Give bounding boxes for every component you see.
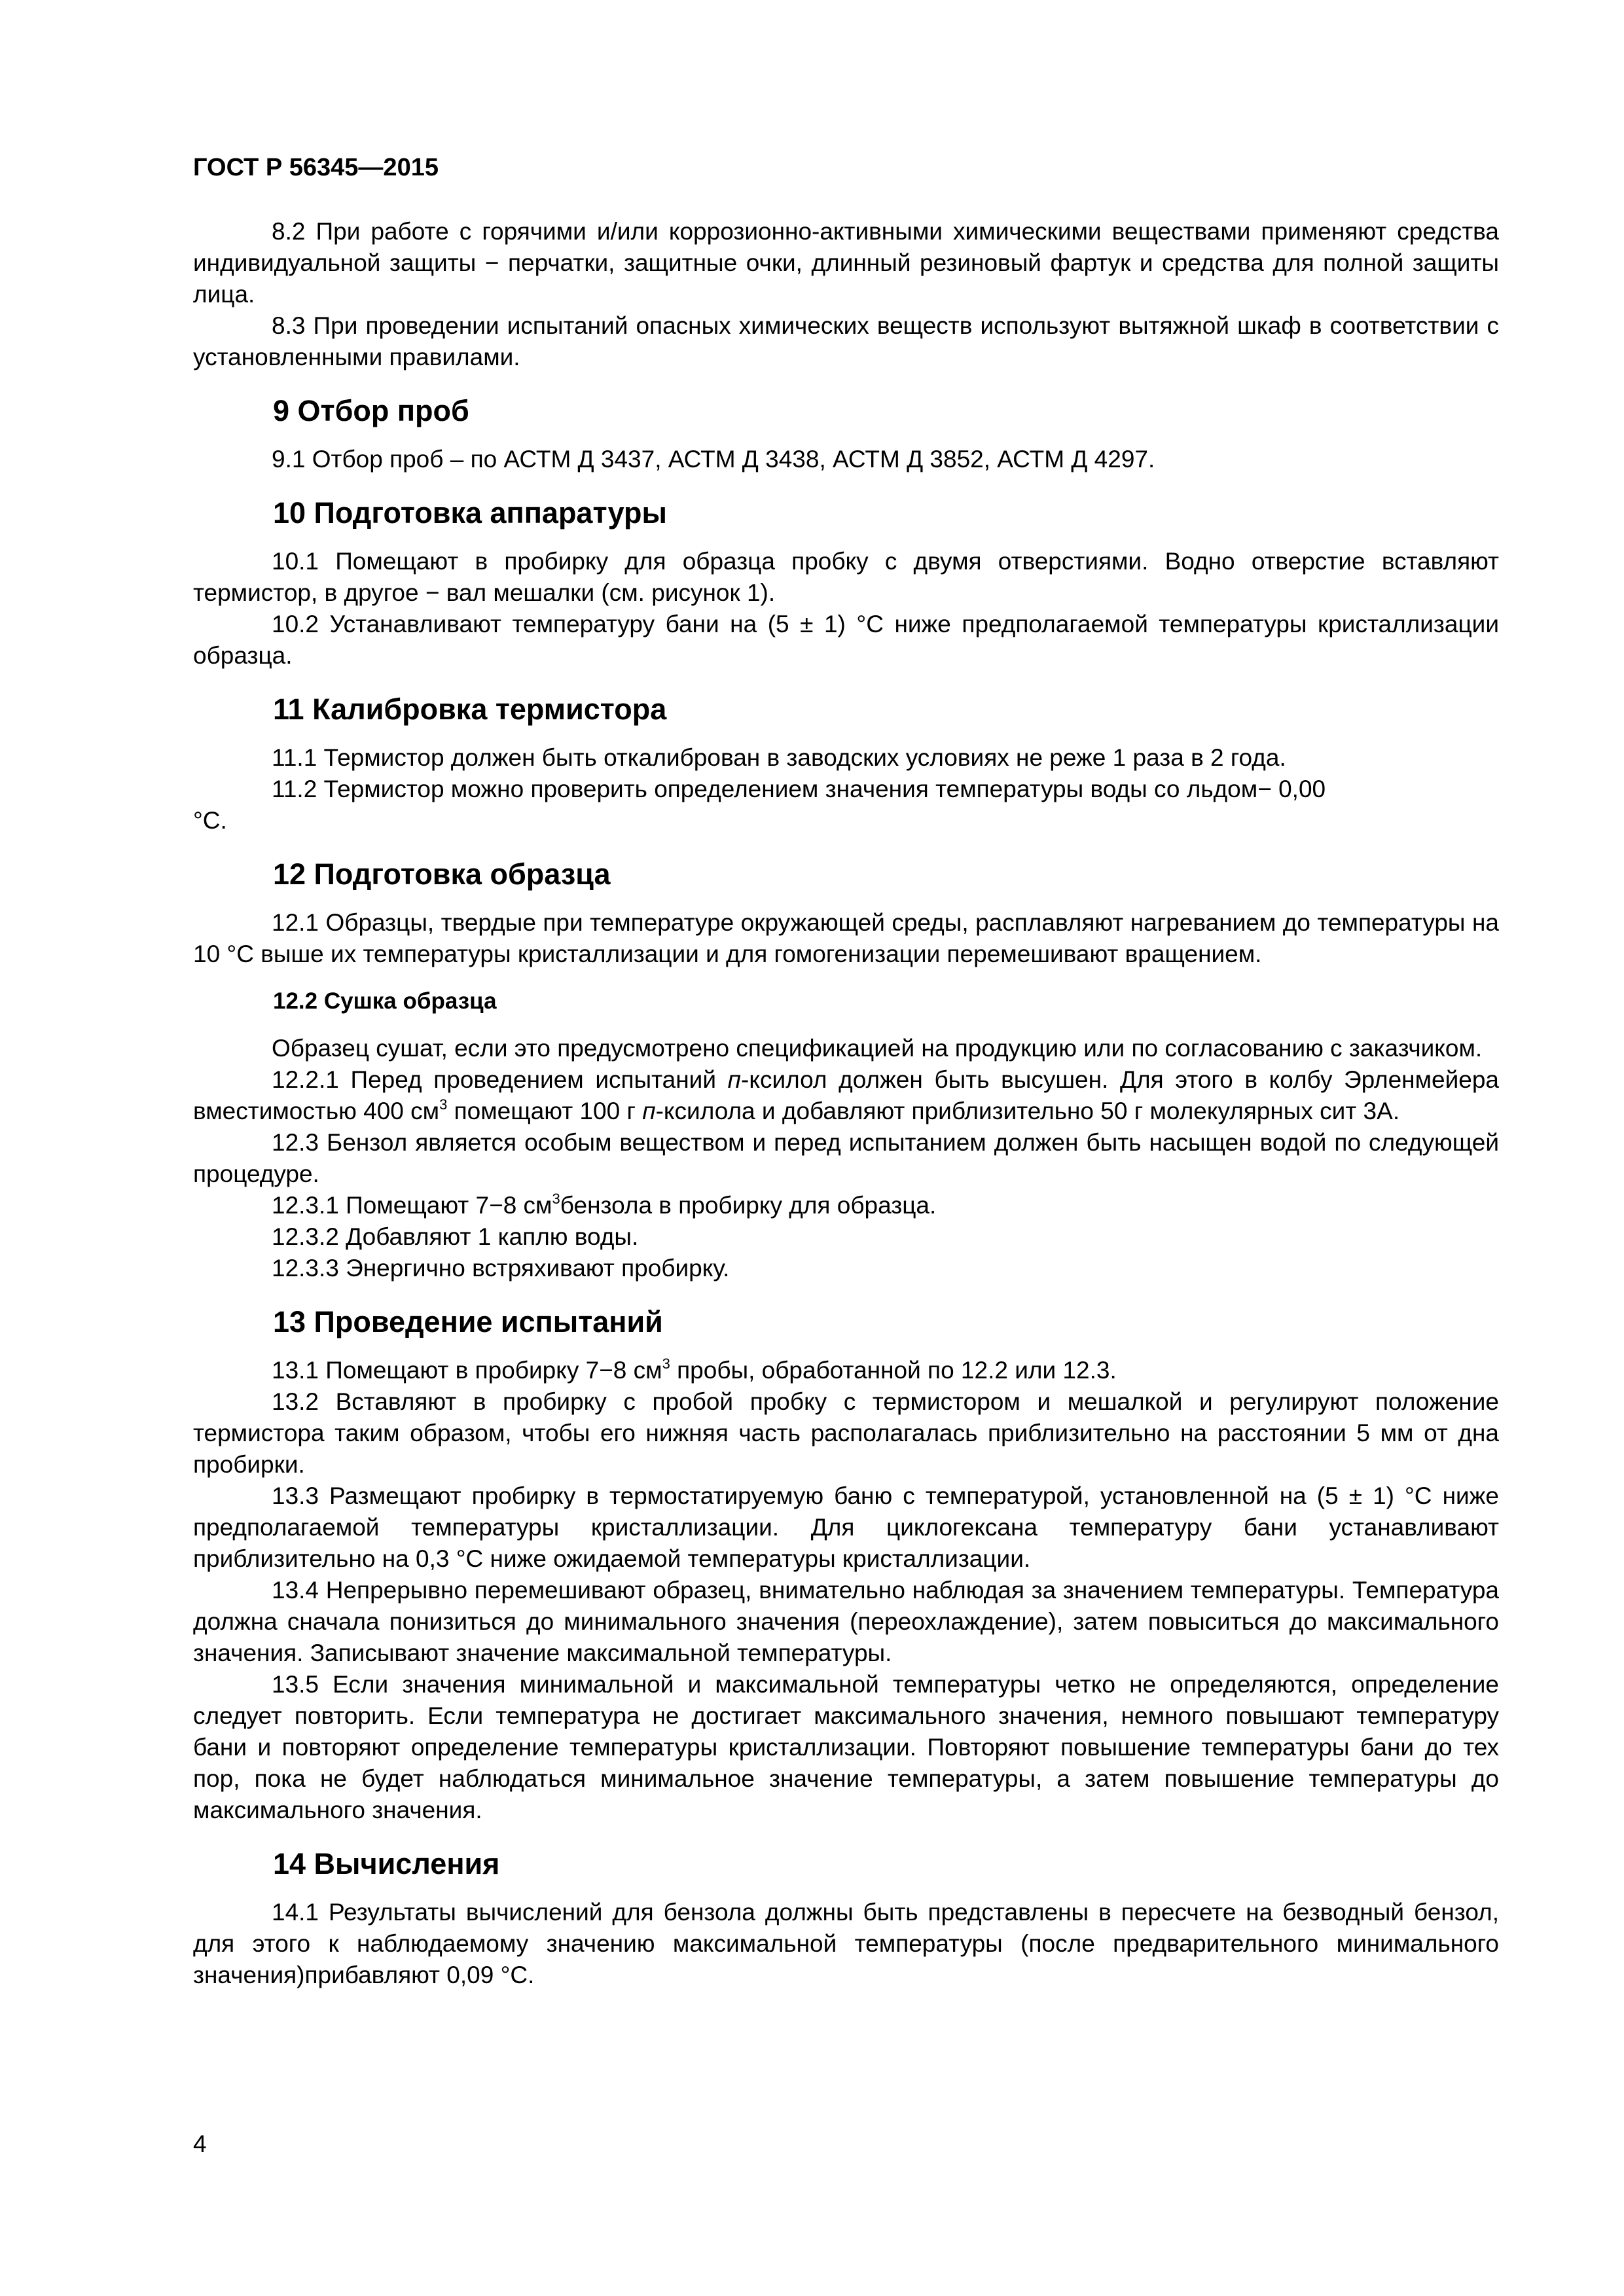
italic-letter: п xyxy=(727,1066,742,1093)
paragraph-12-3-1 xyxy=(193,1190,1499,1221)
paragraph-12-3: 12.3 Бензол является особым веществом и перед испытанием должен быть насыщен водой по следующей процедуре. xyxy=(193,1129,1499,1187)
paragraph-12-2-1 xyxy=(193,1064,1499,1127)
paragraph-13-3: 13.3 Размещают пробирку в термостатируемую баню с температурой, установленной на (5 ± 1) °С ниже предполагаемой температуры кристаллизации. Для циклогексана температуру бани устанавливают приблизительно на 0,3 °С ниже ожидаемой температуры кристаллизации. xyxy=(193,1482,1499,1572)
text-run: 13.1 Помещают в пробирку 7−8 см xyxy=(272,1357,662,1384)
document-page xyxy=(193,0,1499,2296)
text-run: помещают 100 г xyxy=(447,1098,643,1124)
paragraph-12-2: Образец сушат, если это предусмотрено спецификацией на продукцию или по согласованию с заказчиком. xyxy=(272,1035,1483,1062)
paragraph-8-3: 8.3 При проведении испытаний опасных химических веществ используют вытяжной шкаф в соответствии с установленными правилами. xyxy=(193,312,1499,370)
paragraph-9-1: 9.1 Отбор проб – по АСТМ Д 3437, АСТМ Д 3438, АСТМ Д 3852, АСТМ Д 4297. xyxy=(272,446,1155,473)
paragraph-12-3-3: 12.3.3 Энергично встряхивают пробирку. xyxy=(272,1255,730,1282)
text-run: 12.2.1 Перед проведением испытаний xyxy=(272,1066,728,1093)
paragraph-13-2: 13.2 Вставляют в пробирку с пробой пробку с термистором и мешалкой и регулируют положение термистора таким образом, чтобы его нижняя часть располагалась приблизительно на расстоянии 5 мм от дна пробирки. xyxy=(193,1388,1499,1478)
italic-letter: п xyxy=(642,1098,656,1124)
paragraph-14-1: 14.1 Результаты вычислений для бензола должны быть представлены в пересчете на безводный бензол, для этого к наблюдаемому значению максимальной температуры (после предварительного минимального значения)прибавляют 0,09 °С. xyxy=(193,1899,1499,1988)
section-heading-11: 11 Калибровка термистора xyxy=(273,692,667,726)
paragraph-13-5: 13.5 Если значения минимальной и максимальной температуры четко не определяются, определение следует повторить. Если температура не достигает максимального значения, немного повышают температуру бани и повторяют определение температуры кристаллизации. Повторяют повышение температуры бани до тех пор, пока не будет наблюдаться минимальное значение температуры, а затем повышение температуры до максимального значения. xyxy=(193,1671,1499,1823)
text-run: пробы, обработанной по 12.2 или 12.3. xyxy=(670,1357,1117,1384)
section-heading-14: 14 Вычисления xyxy=(273,1847,500,1880)
paragraph-12-1: 12.1 Образцы, твердые при температуре окружающей среды, расплавляют нагреванием до температуры на 10 °С выше их температуры кристаллизации и для гомогенизации перемешивают вращением. xyxy=(193,909,1499,967)
document-code-header: ГОСТ Р 56345—2015 xyxy=(193,154,439,181)
paragraph-10-2: 10.2 Устанавливают температуру бани на (5 ± 1) °С ниже предполагаемой температуры кристаллизации образца. xyxy=(193,611,1499,669)
section-heading-13: 13 Проведение испытаний xyxy=(273,1305,663,1338)
section-heading-12: 12 Подготовка образца xyxy=(273,857,611,891)
paragraph-13-4: 13.4 Непрерывно перемешивают образец, внимательно наблюдая за значением температуры. Температура должна сначала понизиться до минимального значения (переохлаждение), затем повыситься до максимального значения. Записывают значение максимальной температуры. xyxy=(193,1577,1499,1666)
paragraph-11-2: 11.2 Термистор можно проверить определением значения температуры воды со льдом− 0,00 xyxy=(272,776,1326,802)
paragraph-12-3-2: 12.3.2 Добавляют 1 каплю воды. xyxy=(272,1223,639,1250)
paragraph-8-2: 8.2 При работе с горячими и/или коррозионно-активными химическими веществами применяют средства индивидуальной защиты − перчатки, защитные очки, длинный резиновый фартук и средства для полной защиты лица. xyxy=(193,218,1499,308)
paragraph-11-1: 11.1 Термистор должен быть откалиброван в заводских условиях не реже 1 раза в 2 года. xyxy=(272,744,1286,771)
text-run: -ксилола и добавляют приблизительно 50 г молекулярных сит 3А. xyxy=(655,1098,1400,1124)
subsection-heading-12-2: 12.2 Сушка образца xyxy=(273,988,497,1014)
page-number: 4 xyxy=(193,2130,207,2157)
text-run: -ксилол должен быть высушен. Для этого в колбу Эрленмейера вместимостью 400 см xyxy=(193,1066,1499,1124)
paragraph-11-2-unit: °С. xyxy=(193,807,227,834)
section-heading-10: 10 Подготовка аппаратуры xyxy=(273,496,667,529)
document-body xyxy=(193,216,1499,1991)
text-run: 12.3.1 Помещают 7−8 см xyxy=(272,1192,552,1219)
superscript: 3 xyxy=(662,1355,670,1372)
section-heading-9: 9 Отбор проб xyxy=(273,394,469,427)
paragraph-10-1: 10.1 Помещают в пробирку для образца пробку с двумя отверстиями. Водно отверстие вставляют термистор, в другое − вал мешалки (см. рисунок 1). xyxy=(193,548,1499,606)
superscript: 3 xyxy=(439,1096,448,1113)
text-run: бензола в пробирку для образца. xyxy=(560,1192,937,1219)
paragraph-13-1 xyxy=(193,1355,1499,1386)
superscript: 3 xyxy=(552,1190,560,1207)
